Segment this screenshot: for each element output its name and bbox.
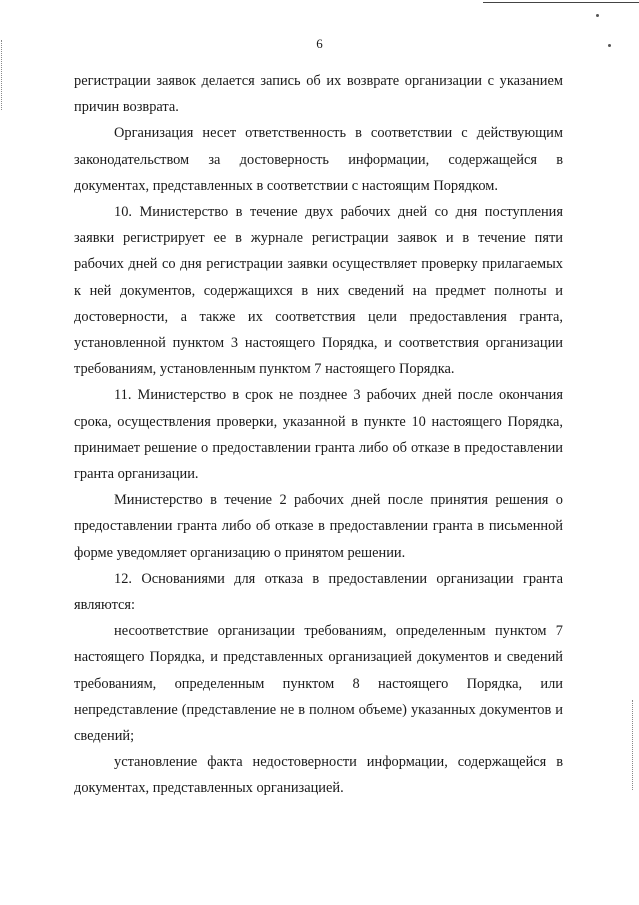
paragraph: 10. Министерство в течение двух рабочих дней со дня поступления заявки регистрирует ее в журнале регистрации заявок и в течение пяти рабочих дней со дня регистрации заявки осуществляет проверку прилагаемых к ней документов, содержащихся в них сведений на предмет полноты и достоверности, а также их соответствия цели предоставления гранта, установленной пунктом 3 настоящего Порядка, и соответствия организации требованиям, установленным пунктом 7 настоящего Порядка. <box>74 204 563 378</box>
scan-border-line <box>483 2 639 3</box>
paragraph: 11. Министерство в срок не позднее 3 рабочих дней после окончания срока, осуществления проверки, указанной в пункте 10 настоящего Порядка, принимает решение о предоставлении гранта либо об отказе в предоставлении гранта организации. <box>74 387 563 483</box>
paragraph: 12. Основаниями для отказа в предоставлении организации гранта являются: <box>74 570 563 614</box>
scan-speck <box>596 14 599 17</box>
paragraph: несоответствие организации требованиям, определенным пунктом 7 настоящего Порядка, и представленных организацией документов и сведений требованиям, определенным пунктом 8 настоящего Порядка, или непредставление (представление не в полном объеме) указанных документов и сведений; <box>74 623 563 745</box>
paragraph: установление факта недостоверности информации, содержащейся в документах, представленных организацией. <box>74 754 563 797</box>
document-body <box>74 68 563 802</box>
scan-edge-marks <box>632 700 634 790</box>
paragraph: Организация несет ответственность в соответствии с действующим законодательством за достоверность информации, содержащейся в документах, представленных в соответствии с настоящим Порядком. <box>74 125 563 194</box>
paragraph: Министерство в течение 2 рабочих дней после принятия решения о предоставлении гранта либо об отказе в предоставлении гранта в письменной форме уведомляет организацию о принятом решении. <box>74 492 563 561</box>
paragraph: регистрации заявок делается запись об их возврате организации с указанием причин возврата. <box>74 73 563 116</box>
page-number: 6 <box>316 36 323 51</box>
